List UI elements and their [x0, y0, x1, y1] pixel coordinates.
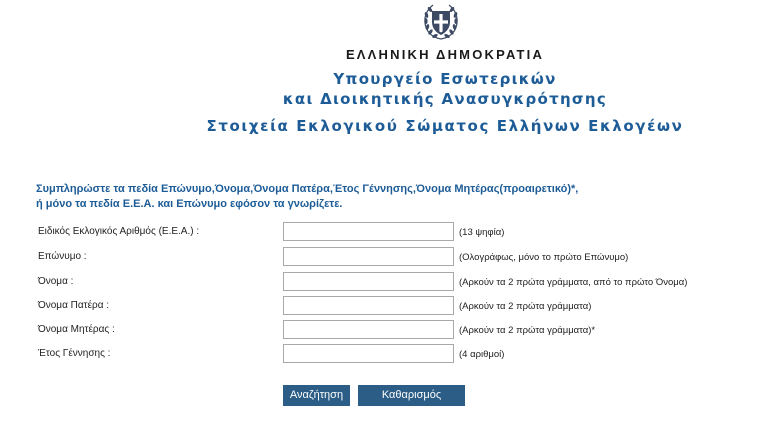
clear-fields-button[interactable]: Καθαρισμός Πεδίων: [358, 385, 465, 406]
search-button[interactable]: Αναζήτηση: [283, 385, 350, 406]
first-name-hint: (Αρκούν τα 2 πρώτα γράμματα, από το πρώτο Όνομα): [459, 277, 688, 288]
ministry-name-line2: και Διοικητικής Ανασυγκρότησης: [282, 90, 608, 108]
mother-name-hint: (Αρκούν τα 2 πρώτα γράμματα)*: [459, 325, 596, 336]
eea-input[interactable]: [283, 222, 454, 241]
surname-hint: (Ολογράφως, μόνο το πρώτο Επώνυμο): [459, 252, 629, 263]
father-name-hint: (Αρκούν τα 2 πρώτα γράμματα): [459, 301, 592, 312]
page-title: Στοιχεία Εκλογικού Σώματος Ελλήνων Εκλογέων: [206, 117, 684, 135]
birth-year-hint: (4 αριθμοί): [459, 349, 505, 360]
first-name-input[interactable]: [283, 272, 454, 291]
form-row-surname: [0, 247, 770, 269]
father-name-label: Όνομα Πατέρα :: [38, 300, 110, 311]
surname-label: Επώνυμο :: [38, 251, 87, 262]
form-row-birth-year: [0, 344, 770, 366]
first-name-label: Όνομα :: [38, 276, 74, 287]
ministry-name-line1: Υπουργείο Εσωτερικών: [333, 70, 557, 88]
country-name: ΕΛΛΗΝΙΚΗ ΔΗΜΟΚΡΑΤΙΑ: [345, 47, 545, 62]
father-name-input[interactable]: [283, 296, 454, 315]
birth-year-label: Έτος Γέννησης :: [38, 348, 111, 359]
form-row-first-name: [0, 272, 770, 294]
instructions-line2: ή μόνο τα πεδία Ε.Ε.Α. και Επώνυμο εφόσον τα γνωρίζετε.: [36, 198, 343, 210]
instructions: [36, 182, 578, 212]
instructions-line1: Συμπληρώστε τα πεδία Επώνυμο,Όνομα,Όνομα Πατέρα,Έτος Γέννησης,Όνομα Μητέρας(προαιρετικό)*,: [36, 183, 579, 195]
mother-name-input[interactable]: [283, 320, 454, 339]
birth-year-input[interactable]: [283, 344, 454, 363]
form-row-eea: [0, 222, 770, 244]
eea-label: Ειδικός Εκλογικός Αριθμός (Ε.Ε.Α.) :: [38, 226, 200, 237]
eea-hint: (13 ψηφία): [459, 227, 505, 238]
mother-name-label: Όνομα Μητέρας :: [38, 324, 115, 335]
surname-input[interactable]: [283, 247, 454, 266]
greek-coat-of-arms-icon: [421, 2, 461, 42]
form-row-father-name: [0, 296, 770, 318]
form-row-mother-name: [0, 320, 770, 342]
